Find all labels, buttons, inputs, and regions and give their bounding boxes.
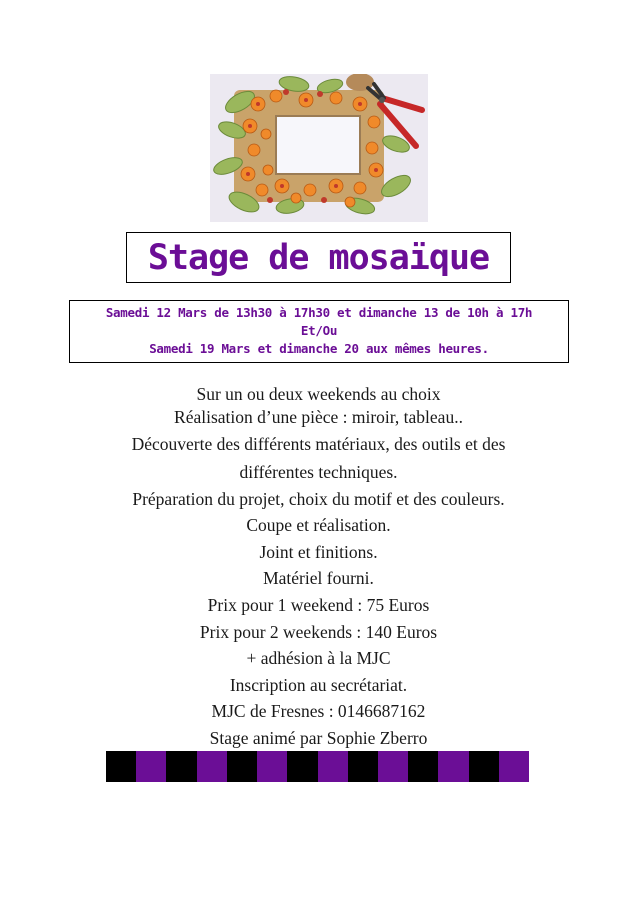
checker-cell (227, 751, 257, 782)
page-title: Stage de mosaïque (147, 237, 490, 278)
body-line: MJC de Fresnes : 0146687162 (211, 701, 426, 722)
body-line: Sur un ou deux weekends au choix (196, 384, 441, 404)
dates-line-1: Samedi 12 Mars de 13h30 à 17h30 et dimanche 13 de 10h à 17h (105, 305, 533, 320)
checkered-border (106, 751, 529, 782)
body-line: Prix pour 1 weekend : 75 Euros (207, 594, 430, 615)
body-line: Matériel fourni. (263, 568, 374, 589)
checker-cell (106, 751, 136, 782)
checker-cell (136, 751, 166, 782)
checker-cell (378, 751, 408, 782)
checker-cell (408, 751, 438, 782)
checker-cell (287, 751, 317, 782)
body-line: Stage animé par Sophie Zberro (209, 727, 428, 748)
dates-line-2: Et/Ou (300, 323, 338, 338)
body-line: Préparation du projet, choix du motif et des couleurs. (132, 488, 505, 509)
dates-line-3: Samedi 19 Mars et dimanche 20 aux mêmes heures. (149, 341, 489, 356)
title-box (126, 232, 511, 283)
body-line: Inscription au secrétariat. (229, 674, 408, 695)
checker-cell (257, 751, 287, 782)
body-line: Réalisation d’une pièce : miroir, tableau.. (174, 407, 463, 427)
checker-cell (348, 751, 378, 782)
checker-cell (318, 751, 348, 782)
body-line: Joint et finitions. (259, 541, 378, 562)
body-line: Coupe et réalisation. (246, 515, 391, 536)
dates-box (69, 300, 569, 363)
body-line: différentes techniques. (239, 462, 398, 482)
checker-cell (438, 751, 468, 782)
body-line: Découverte des différents matériaux, des outils et des (131, 434, 506, 454)
mosaic-frame-photo (210, 74, 428, 222)
checker-cell (166, 751, 196, 782)
body-line: + adhésion à la MJC (246, 648, 391, 669)
checker-cell (469, 751, 499, 782)
description-block (0, 383, 637, 752)
checker-cell (499, 751, 529, 782)
checker-cell (197, 751, 227, 782)
body-line: Prix pour 2 weekends : 140 Euros (199, 621, 438, 642)
